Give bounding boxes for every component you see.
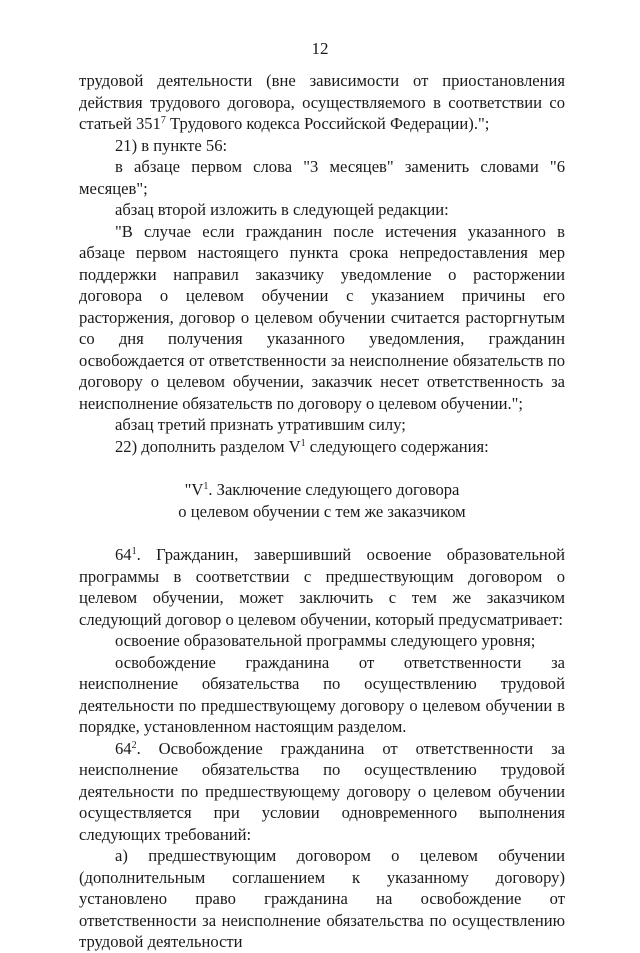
paragraph-release-liability: освобождение гражданина от ответственности за неисполнение обязательства по осуществлению трудовой деятельности по предшествующему договору о целевом обучении в порядке, установленном настоящим разделом. bbox=[79, 652, 565, 736]
paragraph-item-22: 22) дополнить разделом $V^1$ следующего содержания: bbox=[115, 436, 489, 456]
paragraph-requirement-a: а) предшествующим договором о целевом обучении (дополнительным соглашением к указанному договору) установлено право гражданина на освобождение от ответственности за неисполнение обязательства по осуществлению трудовой деятельности bbox=[79, 846, 565, 951]
paragraph-third-abzac: абзац третий признать утратившим силу; bbox=[115, 415, 406, 434]
paragraph-item-21: 21) в пункте 56: bbox=[115, 135, 228, 155]
paragraph-replace-words: в абзаце первом слова "3 месяцев" заменить словами "6 месяцев"; bbox=[79, 157, 565, 198]
document-body bbox=[79, 70, 565, 953]
paragraph-64-2: $64^2$. Освобождение гражданина от ответственности за неисполнение обязательства по осуществлению трудовой деятельности по предшествующему договору о целевом обучении осуществляется при условии одновременного выполнения следующих требований: bbox=[79, 738, 565, 844]
paragraph-second-abzac: абзац второй изложить в следующей редакции: bbox=[115, 200, 449, 219]
page-number: 12 bbox=[311, 39, 329, 58]
paragraph-continuation: трудовой деятельности (вне зависимости от приостановления действия трудового договора, осуществляемого в соответствии со статьей $351^7$ Трудового кодекса Российской Федерации)."; bbox=[79, 71, 565, 133]
section-heading: "$V^1$. Заключение следующего договора о целевом обучении с тем же заказчиком bbox=[178, 480, 466, 521]
paragraph-64-1: $64^1$. Гражданин, завершивший освоение образовательной программы в соответствии с предшествующим договором о целевом обучении, может заключить с тем же заказчиком следующий договор о целевом обучении, который предусматривает: bbox=[79, 545, 565, 629]
paragraph-quoted-text: "В случае если гражданин после истечения указанного в абзаце первом настоящего пункта срока непредоставления мер поддержки направил заказчику уведомление о расторжении договора о целевом обучении с указанием причины его расторжения, договор о целевом обучении считается расторгнутым со дня получения указанного уведомления, гражданин освобождается от ответственности за неисполнение обязательств по договору о целевом обучении, заказчик несет ответственность за неисполнение обязательств по договору о целевом обучении."; bbox=[79, 221, 565, 413]
paragraph-next-level: освоение образовательной программы следующего уровня; bbox=[115, 631, 536, 650]
